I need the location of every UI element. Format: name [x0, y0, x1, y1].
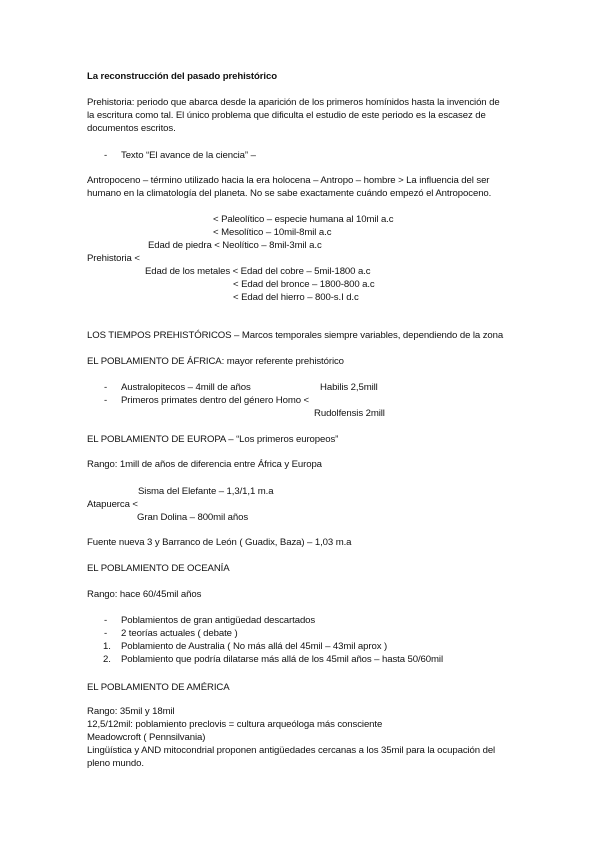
- europa-heading: EL POBLAMIENTO DE EUROPA – “Los primeros europeos”: [87, 434, 339, 445]
- scheme-hierro: < Edad del hierro – 800-s.I d.c: [233, 292, 359, 303]
- america-heading: EL POBLAMIENTO DE AMÉRICA: [87, 682, 230, 693]
- america-line: pleno mundo.: [87, 758, 144, 769]
- europa-gran-dolina: Gran Dolina – 800mil años: [137, 512, 249, 523]
- scheme-neolitico: Edad de piedra < Neolítico – 8mil-3mil a.c: [148, 240, 322, 251]
- america-rango: Rango: 35mil y 18mil: [87, 706, 175, 717]
- america-line: 12,5/12mil: poblamiento preclovis = cultura arqueóloga más consciente: [87, 719, 383, 730]
- europa-fuente: Fuente nueva 3 y Barranco de León ( Guadix, Baza) – 1,03 m.a: [87, 537, 352, 548]
- bullet-dash: -: [104, 615, 108, 626]
- oceania-item: Poblamientos de gran antigüedad descartados: [121, 615, 316, 626]
- oceania-heading: EL POBLAMIENTO DE OCEANÍA: [87, 563, 230, 574]
- intro-line: documentos escritos.: [87, 123, 176, 134]
- europa-rango: Rango: 1mill de años de diferencia entre África y Europa: [87, 459, 322, 470]
- bullet-dash: -: [104, 628, 108, 639]
- africa-item: Australopitecos – 4mill de años: [121, 382, 251, 393]
- list-number: 2.: [103, 654, 111, 665]
- antropoceno-line: Antropoceno – término utilizado hacia la era holocena – Antropo – hombre > La influencia del ser: [87, 175, 490, 186]
- intro-line: Prehistoria: periodo que abarca desde la aparición de los primeros homínidos hasta la invención de: [87, 97, 500, 108]
- america-line: Meadowcroft ( Pennsilvania): [87, 732, 206, 743]
- text-heading: Texto “El avance de la ciencia” –: [121, 150, 256, 161]
- africa-heading: EL POBLAMIENTO DE ÁFRICA: mayor referente prehistórico: [87, 356, 344, 367]
- scheme-paleolitico: < Paleolítico – especie humana al 10mil a.c: [213, 214, 394, 225]
- bullet-dash: -: [104, 150, 108, 161]
- antropoceno-line: humano en la climatología del planeta. No se sabe exactamente cuándo empezó el Antropoceno.: [87, 188, 492, 199]
- scheme-bronce: < Edad del bronce – 1800-800 a.c: [233, 279, 375, 290]
- bullet-dash: -: [104, 382, 108, 393]
- europa-sisma: Sisma del Elefante – 1,3/1,1 m.a: [138, 486, 274, 497]
- oceania-rango: Rango: hace 60/45mil años: [87, 589, 202, 600]
- africa-item: Primeros primates dentro del género Homo <: [121, 395, 310, 406]
- intro-line: la escritura como tal. El único problema que dificulta el estudio de este periodo es la escasez de: [87, 110, 486, 121]
- africa-rudolfensis: Rudolfensis 2mill: [314, 408, 385, 419]
- oceania-numbered-item: Poblamiento que podría dilatarse más allá de los 45mil años – hasta 50/60mil: [121, 654, 443, 665]
- scheme-prehistoria: Prehistoria <: [87, 253, 140, 264]
- scheme-metales: Edad de los metales < Edad del cobre – 5mil-1800 a.c: [145, 266, 371, 277]
- scheme-mesolitico: < Mesolítico – 10mil-8mil a.c: [213, 227, 332, 238]
- oceania-item: 2 teorías actuales ( debate ): [121, 628, 238, 639]
- oceania-numbered-item: Poblamiento de Australia ( No más allá del 45mil – 43mil aprox ): [121, 641, 388, 652]
- africa-habilis: Habilis 2,5mill: [320, 382, 378, 393]
- list-number: 1.: [103, 641, 111, 652]
- bullet-dash: -: [104, 395, 108, 406]
- america-line: Lingüística y AND mitocondrial proponen antigüedades cercanas a los 35mil para la ocupación del: [87, 745, 496, 756]
- document-title: La reconstrucción del pasado prehistórico: [87, 71, 277, 82]
- europa-atapuerca: Atapuerca <: [87, 499, 138, 510]
- tiempos-heading: LOS TIEMPOS PREHISTÓRICOS – Marcos temporales siempre variables, dependiendo de la zona: [87, 330, 504, 341]
